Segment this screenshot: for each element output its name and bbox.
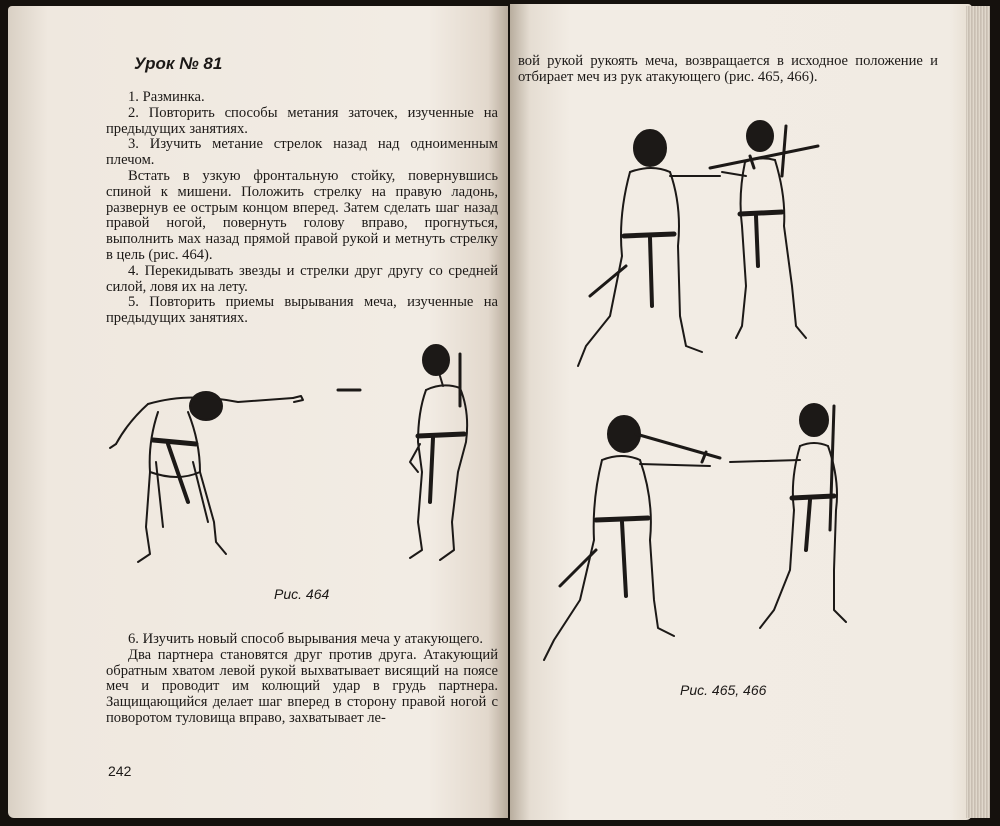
paragraph-new-method: 6. Изучить новый способ вырывания меча у атакующего. xyxy=(128,631,483,647)
page-number: 242 xyxy=(108,763,132,779)
left-page xyxy=(8,6,508,818)
paragraph-toss-stars: 4. Перекидывать звезды и стрелки друг другу со средней силой, ловя их на лету. xyxy=(106,262,498,295)
figure-464-caption: Рис. 464 xyxy=(274,586,330,602)
right-page xyxy=(510,4,972,820)
paragraph-repeat-sword: 5. Повторить приемы вырывания меча, изученные на предыдущих занятиях. xyxy=(106,294,498,327)
left-text-top xyxy=(106,90,498,327)
paragraph-continuation: вой рукой рукоять меча, возвращается в исходное положение и отбирает меч из рук атакующего (рис. 465, 466). xyxy=(518,53,938,85)
paragraph-repeat-throwing: 2. Повторить способы метания заточек, изученные на предыдущих занятиях. xyxy=(106,104,498,137)
paragraph-study-darts: 3. Изучить метание стрелок назад над одноименным плечом. xyxy=(106,136,498,169)
lesson-title: Урок № 81 xyxy=(134,54,223,73)
figure-466-illustration xyxy=(530,400,850,670)
figure-465-466-caption: Рис. 465, 466 xyxy=(680,682,767,698)
paragraph-partners: Два партнера становятся друг против друга. Атакующий обратным хватом левой рукой выхватывает висящий на поясе меч и проводит им колющий удар в грудь партнера. Защищающийся делает шаг вперед в сторону правой ногой с поворотом туловища вправо, захватывает ле- xyxy=(106,646,498,726)
figure-465-illustration xyxy=(570,116,870,376)
right-text xyxy=(518,54,938,86)
left-text-bottom xyxy=(106,632,498,727)
paragraph-warmup: 1. Разминка. xyxy=(128,89,205,105)
book-page-edges xyxy=(966,6,990,818)
figure-464-illustration xyxy=(88,332,508,582)
paragraph-stance-instructions: Встать в узкую фронтальную стойку, повернувшись спиной к мишени. Положить стрелку на правую ладонь, развернув ее острым концом вперед. Затем сделать шаг назад правой ногой, повернуть голову вправо, прогнуться, выполнить мах назад прямой правой рукой и метнуть стрелку в цель (рис. 464). xyxy=(106,167,498,263)
